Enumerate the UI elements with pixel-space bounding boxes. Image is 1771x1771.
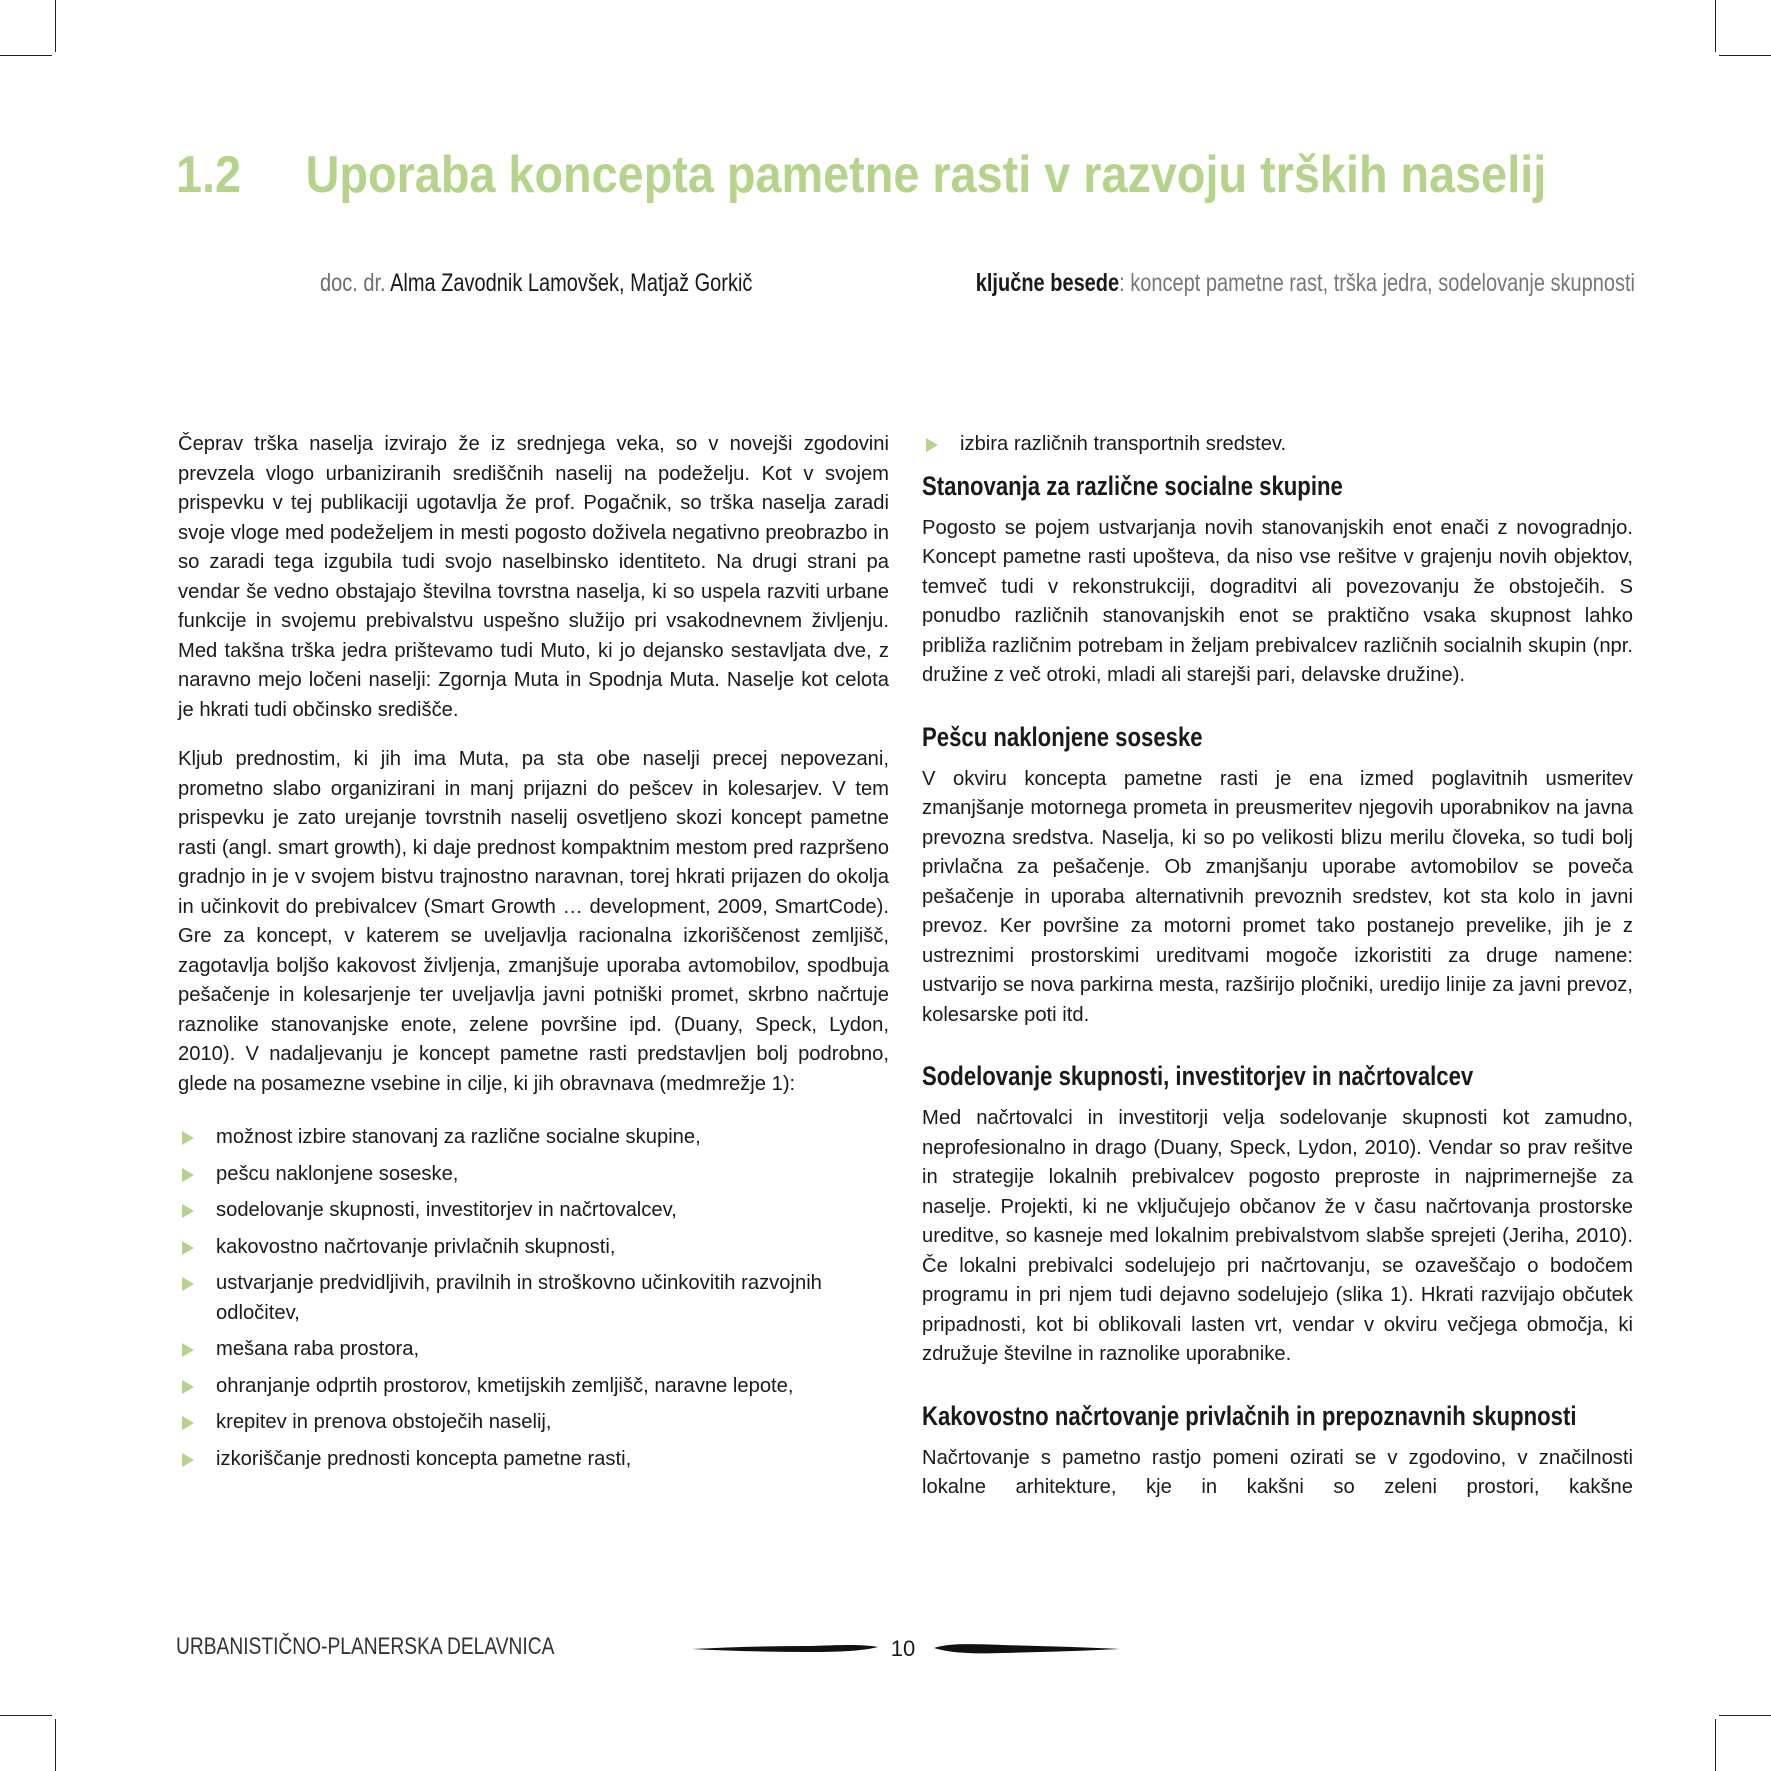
crop-mark-top-right-vertical	[1715, 0, 1716, 52]
keywords-label: ključne besede	[975, 269, 1120, 297]
list-item	[178, 1445, 889, 1475]
triangle-right-icon	[182, 1168, 194, 1182]
body-paragraph: Med načrtovalci in investitorji velja sodelovanje skupnosti kot zamudno, neprofesionalno in drago (Duany, Speck, Lydon, 2010). Vendar so prav rešitve in strategije lokalnih prebivalcev pogosto preproste in najprimernejše za naselje. Projekti, ki ne vključujejo občanov že v času načrtovanja prostorske ureditve, so kasneje med lokalnim prebivalstvom slabše sprejeti (Jeriha, 2010). Če lokalni prebivalci sodelujejo pri načrtovanju, se ozaveščajo o bodočem programu in pri njem tudi dejavno sodelujejo (slika 1). Hkrati razvijajo občutek pripadnosti, kot bi oblikovali lasten vrt, vendar v okviru večjega območja, ki združuje številne in raznolike uporabnike.	[922, 1107, 1633, 1365]
author-prefix: doc. dr.	[320, 269, 386, 297]
body-paragraph: Kljub prednostim, ki jih ima Muta, pa sta obe naselji precej nepovezani, prometno slabo organizirani in manj prijazni do pešcev in kolesarjev. V tem prispevku je zato urejanje tovrstnih naselij osvetljeno skozi koncept pametne rasti (angl. smart growth), ki daje prednost kompaktnim mestom pred razpršeno gradnjo in je v svojem bistvu trajnostno naravnan, torej hkrati prijazen do okolja in učinkovit do prebivalcev (Smart Growth … development, 2009, SmartCode). Gre za koncept, v katerem se uveljavlja racionalna izkoriščenost zemljišč, zagotavlja boljšo kakovost življenja, zmanjšuje uporaba avtomobilov, spodbuja pešačenje in kolesarjenje ter uveljavlja javni potniški promet, skrbno načrtuje raznolike stanovanjske enote, zelene površine ipd. (Duany, Speck, Lydon, 2010). V nadaljevanju je koncept pametne rasti predstavljen bolj podrobno, glede na posamezne vsebine in cilje, ki jih obravnava (medmrežje 1):	[178, 748, 889, 1095]
author-names: Alma Zavodnik Lamovšek, Matjaž Gorkič	[390, 269, 753, 297]
list-item-text: krepitev in prenova obstoječih naselij,	[216, 1411, 552, 1433]
list-item-text: izkoriščanje prednosti koncepta pametne rasti,	[216, 1447, 632, 1470]
list-item	[922, 430, 1633, 460]
author-line	[320, 266, 752, 300]
list-item	[178, 1269, 889, 1328]
body-paragraph: Načrtovanje s pametno rastjo pomeni ozirati se v zgodovino, v značilnosti lokalne arhitekture, kje in kakšni so zeleni prostori, kakšne	[922, 1446, 1633, 1498]
list-item-text: ohranjanje odprtih prostorov, kmetijskih zemljišč, naravne lepote,	[216, 1374, 794, 1397]
keywords-text: : koncept pametne rast, trška jedra, sodelovanje skupnosti	[1119, 269, 1635, 297]
subsection-heading: Stanovanja za različne socialne skupine	[922, 470, 1343, 501]
triangle-right-icon	[182, 1343, 194, 1357]
list-item	[178, 1372, 889, 1402]
subsection-heading: Sodelovanje skupnosti, investitorjev in načrtovalcev	[922, 1061, 1474, 1091]
triangle-right-icon	[182, 1416, 194, 1430]
triangle-right-icon	[182, 1453, 194, 1467]
subsection-heading: Kakovostno načrtovanje privlačnih in prepoznavnih skupnosti	[922, 1400, 1577, 1431]
publication-name: URBANISTIČNO-PLANERSKA DELAVNICA	[176, 1633, 555, 1660]
crop-mark-top-left-horizontal	[0, 55, 52, 56]
crop-mark-bottom-right-vertical	[1715, 1719, 1716, 1771]
list-item-text: izbira različnih transportnih sredstev.	[960, 433, 1287, 455]
goals-list	[178, 1123, 889, 1474]
triangle-right-icon	[182, 1241, 194, 1255]
keywords-line	[915, 266, 1635, 300]
brush-stroke-right	[932, 1640, 1122, 1658]
triangle-right-icon	[182, 1277, 194, 1291]
triangle-right-icon	[182, 1380, 194, 1394]
list-item	[178, 1233, 889, 1263]
body-paragraph: Čeprav trška naselja izvirajo že iz srednjega veka, so v novejši zgodovini prevzela vlogo urbaniziranih središčnih naselij na podeželju. Kot v svojem prispevku v tej publikaciji ugotavlja že prof. Pogačnik, so trška naselja zaradi svoje vloge med podeželjem in mesti pogosto doživela negativno preobrazbo in so zaradi tega izgubila tudi svojo naselbinsko identiteto. Na drugi strani pa vendar še vedno obstajajo številna tovrstna naselja, ki so uspela razviti urbane funkcije in svojemu prebivalstvu uspešno služijo pri vsakodnevnem življenju. Med takšna trška jedra prištevamo tudi Muto, ki jo dejansko sestavljata dve, z naravno mejo ločeni naselji: Zgornja Muta in Spodnja Muta. Naselje kot celota je hkrati tudi občinsko središče.	[178, 433, 889, 721]
list-item-text: sodelovanje skupnosti, investitorjev in načrtovalcev,	[216, 1199, 677, 1221]
crop-mark-bottom-left-vertical	[55, 1719, 56, 1771]
list-item-text: pešcu naklonjene soseske,	[216, 1162, 459, 1185]
crop-mark-top-right-horizontal	[1719, 55, 1771, 56]
left-column	[178, 430, 889, 1481]
list-item-text: mešana raba prostora,	[216, 1338, 420, 1360]
crop-mark-bottom-right-horizontal	[1719, 1715, 1771, 1716]
triangle-right-icon	[926, 438, 938, 452]
subsection-heading: Pešcu naklonjene soseske	[922, 721, 1203, 752]
body-paragraph: Pogosto se pojem ustvarjanja novih stanovanjskih enot enači z novogradnjo. Koncept pametne rasti upošteva, da niso vse rešitve v grajenju novih objektov, temveč tudi v rekonstrukciji, dograditvi ali povezovanju že obstoječih. S ponudbo različnih stanovanjskih enot se praktično vsaka skupnost lahko približa različnim potrebam in željam prebivalcev različnih socialnih skupin (npr. družine z več otroki, mladi ali starejši pari, delavske družine).	[922, 516, 1633, 686]
page-number: 10	[890, 1636, 916, 1661]
list-item-text: kakovostno načrtovanje privlačnih skupnosti,	[216, 1235, 616, 1258]
list-item	[178, 1160, 889, 1190]
body-paragraph: V okviru koncepta pametne rasti je ena izmed poglavitnih usmeritev zmanjšanje motornega prometa in preusmeritev njegovih uporabnikov na javna prevozna sredstva. Naselja, ki so po velikosti blizu merilu človeka, so tudi bolj privlačna za pešačenje. Ob zmanjšanju uporabe avtomobilov se poveča pešačenje in uporaba alternativnih prevoznih sredstev, kot sta kolo in javni prevoz. Ker površine za motorni promet tako postanejo prevelike, jih je z ustreznimi prostorskimi ureditvami mogoče izkoristiti za druge namene: ustvarijo se nova parkirna mesta, razširijo pločniki, uredijo linije za javni prevoz, kolesarske poti itd.	[922, 767, 1633, 1026]
list-item	[178, 1196, 889, 1226]
section-number: 1.2	[176, 146, 242, 204]
list-item	[178, 1123, 889, 1153]
list-item	[178, 1408, 889, 1438]
list-item	[178, 1335, 889, 1365]
list-item-text: možnost izbire stanovanj za različne socialne skupine,	[216, 1126, 701, 1148]
triangle-right-icon	[182, 1131, 194, 1145]
goals-list-continued	[922, 430, 1633, 460]
list-item-text: ustvarjanje predvidljivih, pravilnih in stroškovno učinkovitih razvojnih odločitev,	[216, 1272, 822, 1324]
crop-mark-bottom-left-horizontal	[0, 1715, 52, 1716]
brush-stroke-left	[690, 1640, 880, 1658]
right-column	[922, 430, 1633, 1523]
crop-mark-top-left-vertical	[55, 0, 56, 52]
section-title	[176, 140, 1547, 210]
triangle-right-icon	[182, 1204, 194, 1218]
section-title-text: Uporaba koncepta pametne rasti v razvoju trških naselij	[305, 146, 1547, 204]
